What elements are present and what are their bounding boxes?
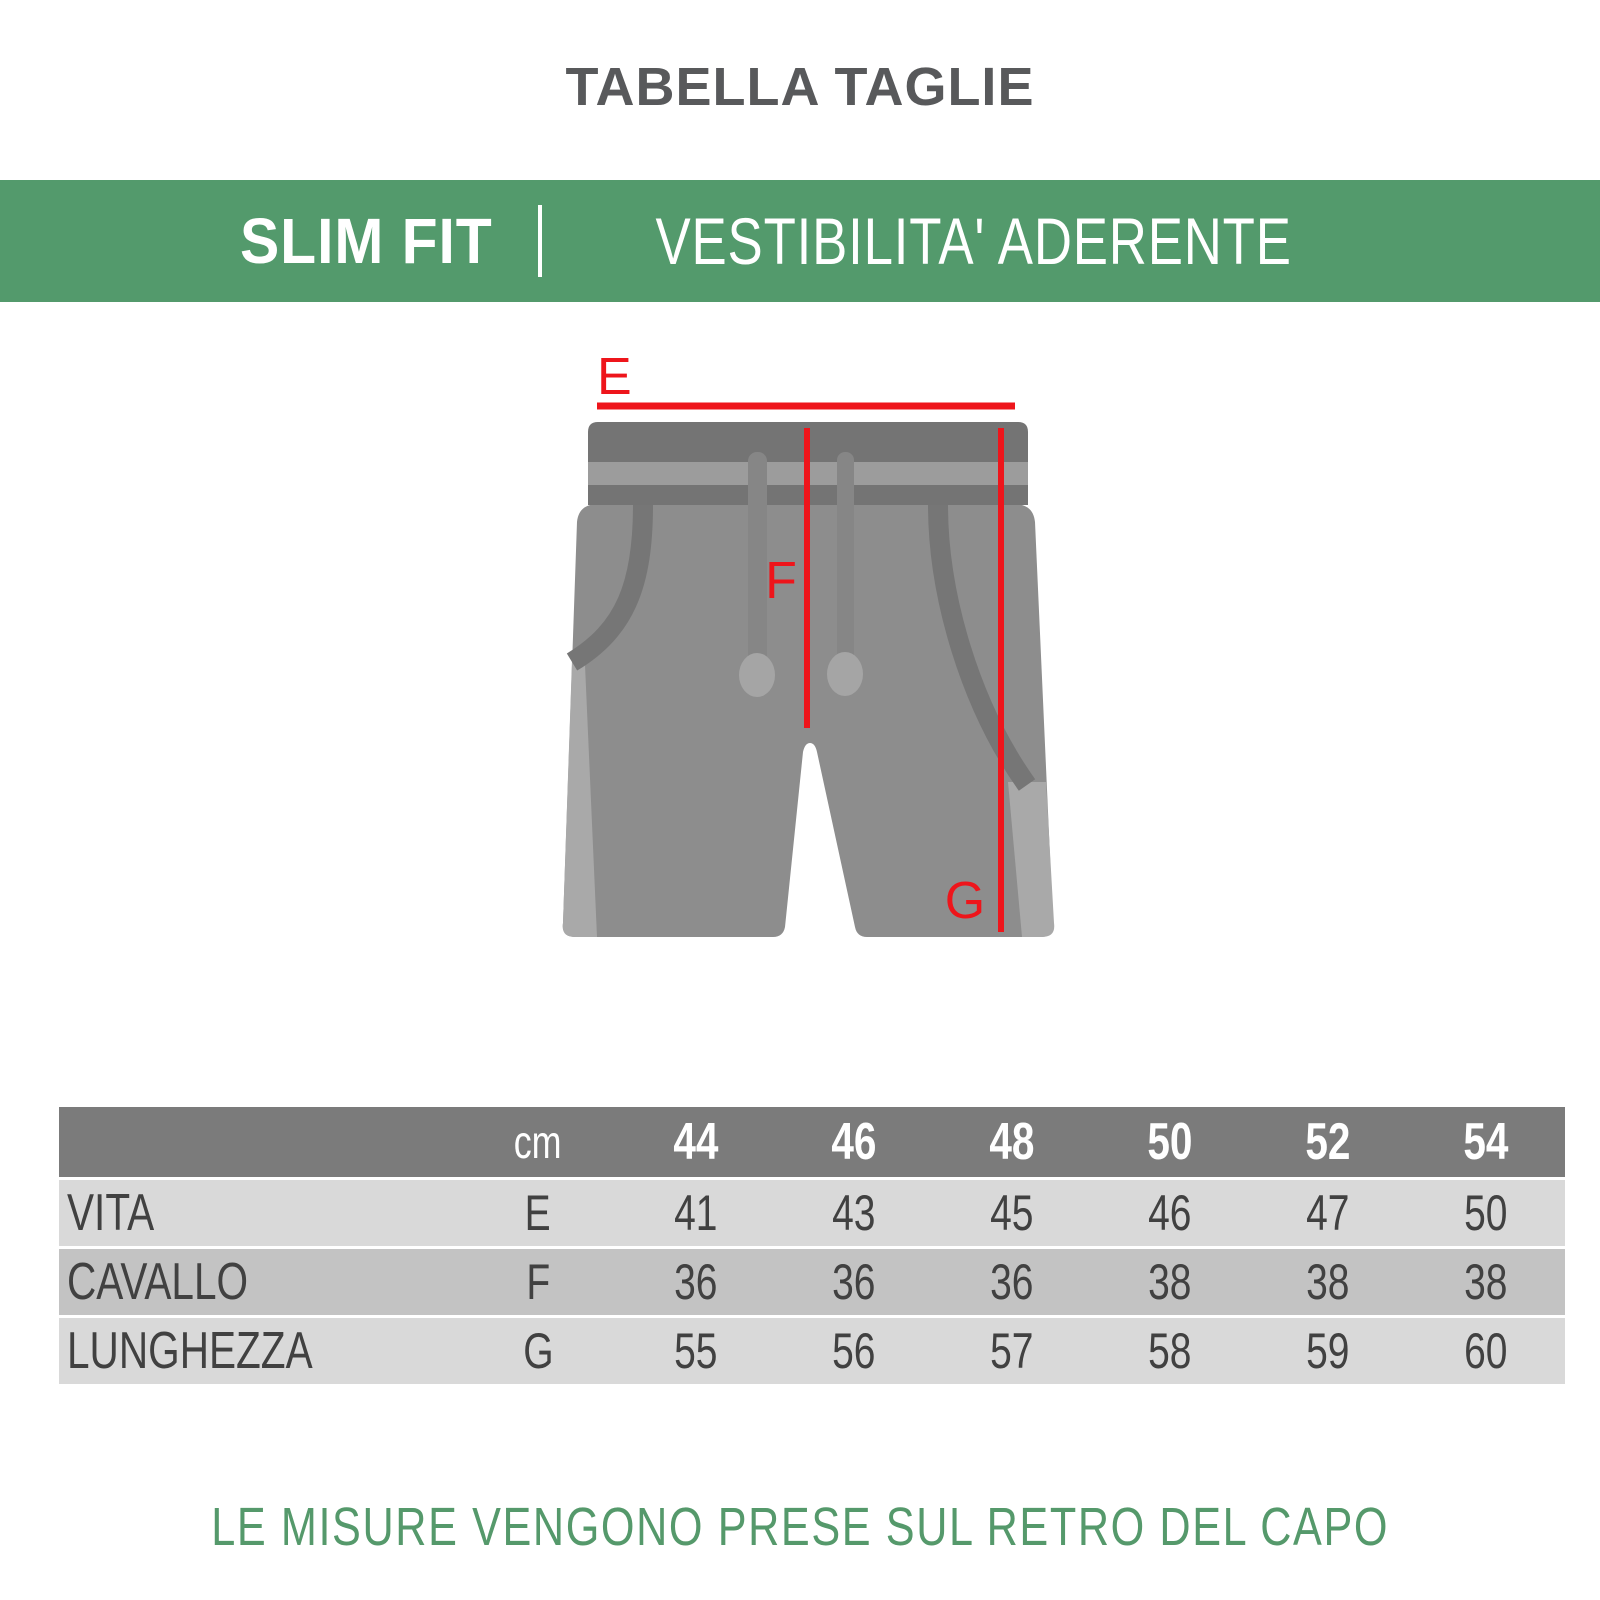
fit-banner [0, 180, 1600, 302]
size-header-52: 52 [1305, 1113, 1351, 1171]
row-label: LUNGHEZZA [67, 1322, 313, 1380]
row-label: VITA [67, 1184, 155, 1242]
size-header-48: 48 [989, 1113, 1035, 1171]
size-header-44: 44 [673, 1113, 719, 1171]
table-row-vita: VITA E 41 43 45 46 47 50 [59, 1180, 1565, 1246]
fit-name: SLIM FIT [240, 205, 493, 277]
row-code: F [526, 1254, 550, 1310]
table-row-cavallo: CAVALLO F 36 36 36 38 38 38 [59, 1249, 1565, 1315]
measurement-note: LE MISURE VENGONO PRESE SUL RETRO DEL CAPO [211, 1497, 1389, 1557]
row-code: E [524, 1185, 552, 1241]
table-row-lunghezza: LUNGHEZZA G 55 56 57 58 59 60 [59, 1318, 1565, 1384]
size-header-50: 50 [1147, 1113, 1193, 1171]
drawstring-cord-right [837, 452, 854, 677]
drawstring-tip-left [739, 653, 775, 697]
unit-header: cm [514, 1116, 562, 1168]
shorts-measurement-diagram [540, 340, 1100, 980]
row-code: G [522, 1323, 554, 1379]
banner-divider [538, 205, 542, 277]
size-header-46: 46 [831, 1113, 877, 1171]
measure-label-g: G [944, 872, 986, 930]
size-table [59, 1107, 1565, 1384]
page-title: TABELLA TAGLIE [565, 57, 1035, 117]
row-label: CAVALLO [67, 1253, 249, 1311]
measure-label-e: E [597, 348, 632, 406]
fit-description: VESTIBILITA' ADERENTE [655, 204, 1292, 278]
drawstring-tip-right [827, 652, 863, 696]
measure-label-f: F [765, 552, 797, 610]
size-header-54: 54 [1463, 1113, 1509, 1171]
size-table-header [59, 1107, 1565, 1177]
